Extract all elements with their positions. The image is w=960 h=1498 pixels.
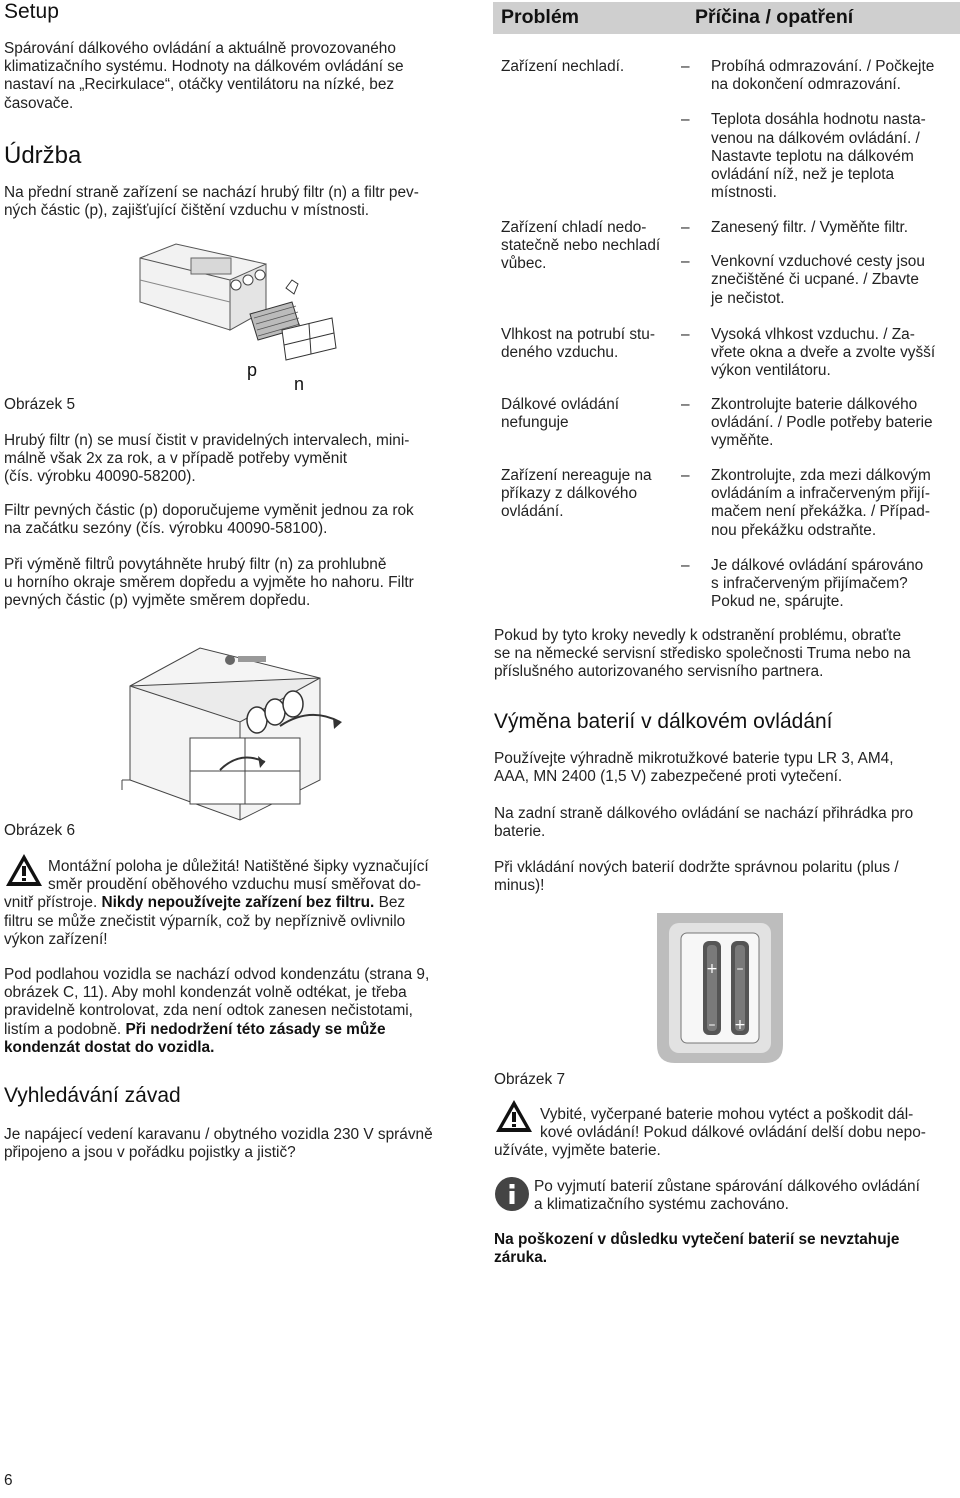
condensate-emphasis: kondenzát dostat do vozidla.: [4, 1038, 215, 1056]
table-row-causes: [681, 326, 956, 381]
warranty-line: Na poškození v důsledku vytečení baterií se nevztahuje: [494, 1231, 900, 1248]
cause-line: – Vysoká vlhkost vzduchu. / Za-: [711, 326, 915, 343]
leak-line: kové ovládání! Pokud dálkové ovládání delší dobu nepo-: [540, 1124, 926, 1142]
cause-line: mačem není překážka. / Případ-: [711, 503, 930, 521]
setup-line: nastaví na „Recirkulace“, otáčky ventilátoru na nízké, bez: [4, 76, 395, 94]
warning-emphasis: Nikdy nepoužívejte zařízení bez filtru.: [101, 894, 375, 912]
warning-line: výkon zařízení!: [4, 930, 108, 948]
warning-text: vnitř přístroje.: [4, 894, 102, 912]
cause-item: [681, 396, 956, 451]
table-row-problem: [501, 326, 681, 362]
coarse-line: (čís. výrobku 40090-58200).: [4, 468, 196, 486]
table-row-causes: [681, 58, 956, 202]
condensate-paragraph: [4, 966, 474, 1057]
coarse-filter-paragraph: [4, 432, 464, 487]
service-line: se na německé servisní středisko společnosti Truma nebo na: [494, 645, 911, 663]
replace-line: u horního okraje směrem dopředu a vyjměte ho nahoru. Filtr: [4, 574, 414, 592]
figure-5-label-n: n: [294, 374, 305, 394]
polarity-paragraph: [494, 859, 956, 895]
maintenance-line: Na přední straně zařízení se nachází hrubý filtr (n) a filtr pev-: [4, 184, 419, 201]
cause-item: [681, 58, 956, 94]
cause-item: [681, 326, 956, 381]
cause-line: na dokončení odmrazování.: [711, 76, 901, 94]
warning-line: [4, 894, 464, 912]
troubleshooting-paragraph: [4, 1126, 474, 1162]
problem-line: nefunguje: [501, 414, 569, 432]
condensate-line: Pod podlahou vozidla se nachází odvod kondenzátu (strana 9,: [4, 966, 430, 983]
replace-filter-paragraph: [4, 556, 464, 611]
figure-7-caption: Obrázek 7: [494, 1071, 566, 1088]
pairing-info: [534, 1178, 958, 1214]
particle-filter-paragraph: [4, 502, 464, 538]
battery-line: Používejte výhradně mikrotužkové baterie typu LR 3, AM4,: [494, 750, 894, 767]
cause-line: venou na dálkovém ovládání. /: [711, 129, 920, 147]
service-line: příslušného autorizovaného servisního partnera.: [494, 663, 824, 681]
maintenance-paragraph: [4, 184, 464, 220]
cause-item: [681, 467, 956, 540]
cause-line: vyměňte.: [711, 432, 774, 450]
condensate-line: [4, 1021, 474, 1039]
cause-line: – Zanesený filtr. / Vyměňte filtr.: [711, 219, 909, 236]
header-cause: Příčina / opatření: [695, 6, 854, 28]
svg-text:+: +: [706, 961, 718, 977]
problem-line: vůbec.: [501, 255, 547, 273]
header-problem: Problém: [501, 6, 580, 28]
condensate-emphasis: Při nedodržení této zásady se může: [125, 1020, 386, 1038]
warning-line: směr proudění oběhového vzduchu musí směřovat do-: [48, 876, 421, 894]
warning-line: Montážní poloha je důležitá! Natištěné šipky vyznačující: [48, 858, 429, 875]
troubleshooting-line: připojeno a jsou v pořádku pojistky a jistič?: [4, 1144, 296, 1162]
info-circle-icon: [494, 1176, 530, 1212]
table-row-causes: [681, 219, 956, 308]
battery-paragraph: [494, 750, 956, 786]
warning-paragraph: [4, 858, 464, 949]
figure-5-label-p: p: [247, 360, 258, 380]
replace-line: pevných částic (p) vyjměte směrem dopředu.: [4, 592, 311, 610]
cause-line: – Probíhá odmrazování. / Počkejte: [711, 58, 935, 75]
problem-line: statečně nebo nechladí: [501, 237, 661, 255]
figure-5-illustration: [136, 240, 346, 400]
page-number: 6: [4, 1472, 13, 1489]
figure-6-illustration: [120, 630, 360, 830]
table-row-problem: [501, 58, 681, 76]
particle-line: Filtr pevných částic (p) doporučujeme vyměnit jednou za rok: [4, 502, 414, 519]
compartment-paragraph: [494, 805, 956, 841]
setup-title: Setup: [4, 0, 59, 23]
cause-line: s infračerveným přijímačem?: [711, 575, 908, 593]
problem-line: příkazy z dálkového: [501, 485, 638, 503]
warranty-line: záruka.: [494, 1249, 548, 1267]
polarity-line: Při vkládání nových baterií dodržte správnou polaritu (plus /: [494, 859, 899, 876]
setup-line: časovače.: [4, 94, 74, 112]
service-paragraph: [494, 627, 956, 682]
cause-line: nou překážku odstraňte.: [711, 521, 877, 539]
cause-item: [681, 253, 956, 308]
cause-line: místnosti.: [711, 184, 777, 202]
maintenance-title: Údržba: [4, 142, 82, 169]
cause-line: Nastavte teplotu na dálkovém: [711, 147, 914, 165]
battery-title: Výměna baterií v dálkovém ovládání: [494, 710, 833, 733]
cause-line: výkon ventilátoru.: [711, 362, 831, 380]
troubleshooting-title: Vyhledávání závad: [4, 1084, 181, 1107]
cause-line: ovládání. / Podle potřeby baterie: [711, 414, 933, 432]
cause-item: [681, 557, 956, 612]
problem-line: Zařízení nechladí.: [501, 58, 625, 75]
problem-line: ovládání.: [501, 503, 564, 521]
table-row-problem: [501, 467, 681, 522]
setup-line: klimatizačního systému. Hodnoty na dálkovém ovládání se: [4, 58, 404, 76]
cause-line: je nečistot.: [711, 289, 785, 307]
cause-line: – Zkontrolujte, zda mezi dálkovým: [711, 467, 931, 484]
cause-line: – Teplota dosáhla hodnotu nasta-: [711, 111, 926, 129]
svg-text:–: –: [736, 961, 744, 977]
leak-line: Vybité, vyčerpané baterie mohou vytéct a poškodit dál-: [540, 1106, 914, 1123]
battery-leak-warning: [494, 1106, 958, 1161]
figure-7-remote-illustration: [655, 905, 785, 1065]
leak-line: užíváte, vyjměte baterie.: [494, 1142, 661, 1160]
replace-line: Při výměně filtrů povytáhněte hrubý filtr (n) za prohlubně: [4, 556, 387, 573]
figure-6-caption: Obrázek 6: [4, 822, 76, 839]
info-line: a klimatizačního systému zachováno.: [534, 1196, 789, 1214]
setup-line: Spárování dálkového ovládání a aktuálně provozovaného: [4, 40, 396, 57]
warning-line: filtru se může znečistit výparník, což by nepříznivě ovlivnilo: [4, 912, 406, 930]
table-row-problem: [501, 219, 681, 274]
battery-line: AAA, MN 2400 (1,5 V) zabezpečené proti vytečení.: [494, 768, 843, 786]
particle-line: na začátku sezóny (čís. výrobku 40090-58100).: [4, 520, 328, 538]
polarity-line: minus)!: [494, 877, 545, 895]
problem-line: Zařízení nereaguje na: [501, 467, 652, 484]
maintenance-line: ných částic (p), zajišťující čištění vzduchu v místnosti.: [4, 202, 370, 220]
cause-item: [681, 111, 956, 202]
cause-line: vřete okna a dveře a zvolte vyšší: [711, 344, 936, 362]
service-line: Pokud by tyto kroky nevedly k odstranění problému, obraťte: [494, 627, 902, 644]
problem-line: Vlhkost na potrubí stu-: [501, 326, 655, 343]
setup-paragraph: [4, 40, 464, 113]
coarse-line: Hrubý filtr (n) se musí čistit v pravidelných intervalech, mini-: [4, 432, 410, 449]
info-line: Po vyjmutí baterií zůstane spárování dálkového ovládání: [534, 1178, 920, 1195]
cause-line: znečištěné či ucpané. / Zbavte: [711, 271, 919, 289]
compartment-line: Na zadní straně dálkového ovládání se nachází přihrádka pro: [494, 805, 914, 822]
figure-5-caption: Obrázek 5: [4, 396, 76, 413]
condensate-text: listím a podobně.: [4, 1020, 126, 1038]
problem-line: Zařízení chladí nedo-: [501, 219, 647, 236]
troubleshooting-line: Je napájecí vedení karavanu / obytného vozidla 230 V správně: [4, 1126, 433, 1143]
svg-text:–: –: [708, 1017, 716, 1033]
table-row-causes: [681, 396, 956, 451]
warning-text: Bez: [374, 894, 406, 912]
cause-line: – Zkontrolujte baterie dálkového: [711, 396, 918, 413]
warranty-note: [494, 1231, 958, 1267]
problem-line: deného vzduchu.: [501, 344, 619, 362]
svg-text:+: +: [734, 1017, 746, 1033]
condensate-line: pravidelně kontrolovat, zda není odtok zanesen nečistotami,: [4, 1002, 413, 1020]
cause-line: – Venkovní vzduchové cesty jsou: [711, 253, 925, 271]
problem-line: Dálkové ovládání: [501, 396, 620, 413]
table-row-problem: [501, 396, 681, 432]
cause-item: [681, 219, 956, 237]
compartment-line: baterie.: [494, 823, 546, 841]
condensate-line: obrázek C, 11). Aby mohl kondenzát volně odtékat, je třeba: [4, 984, 407, 1002]
coarse-line: málně však 2x za rok, a v případě potřeby vyměnit: [4, 450, 348, 468]
cause-line: ovládání níž, než je teplota: [711, 166, 895, 184]
cause-line: – Je dálkové ovládání spárováno: [711, 556, 924, 574]
cause-line: Pokud ne, spárujte.: [711, 593, 844, 611]
troubleshooting-table-header: [493, 2, 960, 34]
cause-line: ovládáním a infračerveným přijí-: [711, 485, 930, 503]
table-row-causes: [681, 467, 956, 611]
